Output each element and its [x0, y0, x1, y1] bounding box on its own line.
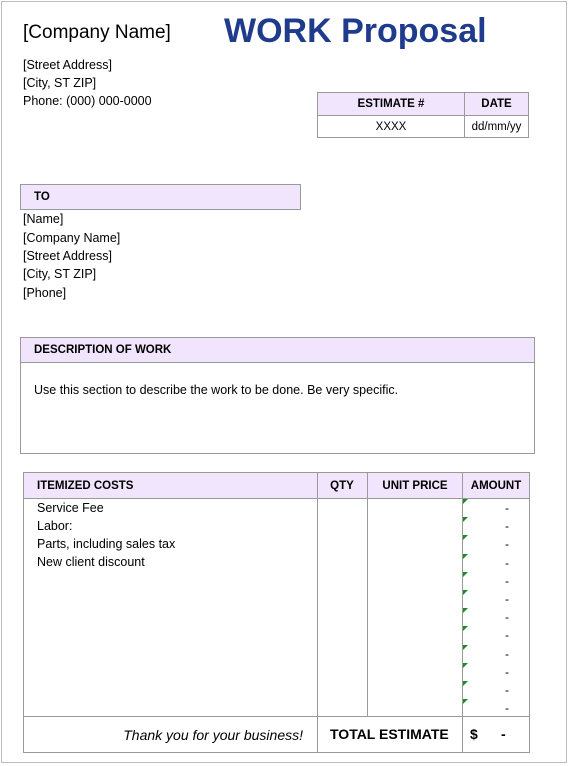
to-label: TO [34, 191, 50, 203]
estimate-number-value[interactable]: XXXX [318, 116, 465, 138]
total-estimate-value: - [501, 726, 506, 742]
line-item-service-fee[interactable]: Service Fee [37, 501, 104, 515]
amount-cell[interactable]: - [505, 665, 509, 679]
recipient-city[interactable]: [City, ST ZIP] [23, 267, 97, 281]
estimate-header-row [318, 93, 528, 115]
qty-column-divider [317, 473, 318, 752]
formula-indicator-icon [463, 663, 468, 668]
unit-price-column-header: UNIT PRICE [382, 479, 448, 492]
amount-cell[interactable]: - [505, 519, 509, 533]
estimate-table [317, 92, 529, 138]
amount-cell[interactable]: - [505, 610, 509, 624]
total-row [24, 716, 529, 753]
amount-cell[interactable]: - [505, 537, 509, 551]
unit-price-column-divider [367, 473, 368, 716]
formula-indicator-icon [463, 535, 468, 540]
description-label: DESCRIPTION OF WORK [34, 344, 172, 356]
total-currency-symbol: $ [470, 726, 478, 742]
estimate-value-row [318, 115, 528, 138]
formula-indicator-icon [463, 699, 468, 704]
sender-phone: Phone: (000) 000-0000 [23, 94, 152, 108]
date-header: DATE [481, 98, 512, 110]
thank-you-note: Thank you for your business! [123, 727, 303, 743]
to-header [20, 184, 301, 210]
amount-cell[interactable]: - [505, 628, 509, 642]
line-item-parts[interactable]: Parts, including sales tax [37, 537, 176, 551]
recipient-name[interactable]: [Name] [23, 212, 64, 226]
formula-indicator-icon [463, 681, 468, 686]
amount-cell[interactable]: - [505, 592, 509, 606]
line-item-labor[interactable]: Labor: [37, 519, 73, 533]
description-header [21, 338, 534, 363]
company-name: [Company Name] [23, 22, 171, 43]
formula-indicator-icon [463, 499, 468, 504]
itemized-costs-table [23, 472, 530, 753]
recipient-phone[interactable]: [Phone] [23, 286, 67, 300]
amount-cell[interactable]: - [505, 701, 509, 715]
amount-cell[interactable]: - [505, 683, 509, 697]
formula-indicator-icon [463, 608, 468, 613]
amount-cell[interactable]: - [505, 647, 509, 661]
formula-indicator-icon [463, 645, 468, 650]
formula-indicator-icon [463, 572, 468, 577]
description-section [20, 337, 535, 454]
formula-indicator-icon [463, 517, 468, 522]
date-value[interactable]: dd/mm/yy [471, 121, 522, 133]
item-column-header: ITEMIZED COSTS [37, 479, 134, 492]
sender-city: [City, ST ZIP] [23, 76, 97, 90]
estimate-number-header: ESTIMATE # [318, 93, 465, 115]
qty-column-header: QTY [330, 479, 354, 492]
recipient-street[interactable]: [Street Address] [23, 249, 112, 263]
recipient-company[interactable]: [Company Name] [23, 231, 121, 245]
total-estimate-label: TOTAL ESTIMATE [330, 726, 449, 742]
line-item-discount[interactable]: New client discount [37, 555, 145, 569]
sender-street: [Street Address] [23, 58, 112, 72]
amount-cell[interactable]: - [505, 556, 509, 570]
document-title: WORK Proposal [224, 12, 487, 50]
formula-indicator-icon [463, 554, 468, 559]
amount-cell[interactable]: - [505, 574, 509, 588]
formula-indicator-icon [463, 590, 468, 595]
amount-cell[interactable]: - [505, 501, 509, 515]
amount-column-header: AMOUNT [470, 479, 522, 492]
description-text[interactable]: Use this section to describe the work to be done. Be very specific. [34, 383, 399, 397]
formula-indicator-icon [463, 626, 468, 631]
